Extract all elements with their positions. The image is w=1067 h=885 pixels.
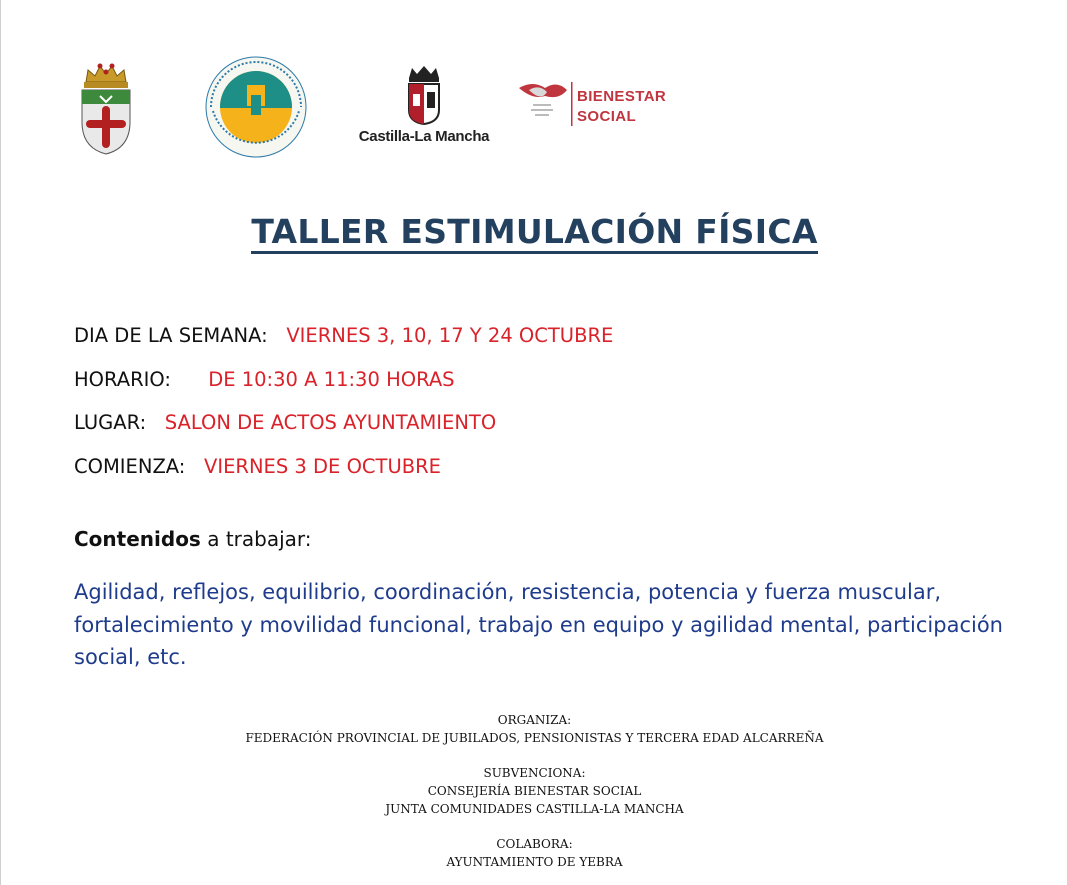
dia-value: VIERNES 3, 10, 17 Y 24 OCTUBRE — [286, 324, 614, 347]
subvenciona-text-1: CONSEJERÍA BIENESTAR SOCIAL — [427, 784, 642, 798]
contenidos-heading — [74, 527, 312, 551]
info-row-horario — [74, 368, 455, 391]
lugar-label: LUGAR: — [74, 411, 147, 434]
comienza-value: VIERNES 3 DE OCTUBRE — [203, 455, 441, 478]
contenidos-body: Agilidad, reflejos, equilibrio, coordinación, resistencia, potencia y fuerza muscular, fortalecimiento y movilidad funcional, trabajo en equipo y agilidad mental, participación social, etc. — [74, 580, 1003, 669]
dia-label: DIA DE LA SEMANA: — [74, 324, 268, 347]
federation-logo — [201, 55, 311, 160]
contenidos-bold: Contenidos — [74, 527, 201, 551]
social-text: SOCIAL — [577, 108, 637, 125]
horario-value: DE 10:30 A 11:30 HORAS — [208, 368, 455, 391]
info-row-comienza — [74, 455, 441, 478]
logo-strip — [1, 0, 1067, 170]
coat-of-arms-logo — [78, 60, 134, 156]
horario-label: HORARIO: — [74, 368, 171, 391]
colabora-heading: COLABORA: — [496, 837, 573, 851]
organiza-heading: ORGANIZA: — [497, 713, 572, 727]
lugar-value: SALON DE ACTOS AYUNTAMIENTO — [164, 411, 497, 434]
bienestar-social-logo — [515, 78, 675, 130]
page-title — [1, 212, 1067, 251]
colabora-text: AYUNTAMIENTO DE YEBRA — [446, 855, 623, 869]
contenidos-rest: a trabajar: — [200, 527, 312, 551]
subvenciona-text-2: JUNTA COMUNIDADES CASTILLA-LA MANCHA — [385, 802, 684, 816]
info-row-lugar — [74, 411, 496, 434]
castilla-la-mancha-logo — [357, 66, 491, 150]
info-row-dia — [74, 324, 613, 347]
comienza-label: COMIENZA: — [74, 455, 186, 478]
bienestar-social-text — [577, 87, 666, 127]
castilla-la-mancha-text: Castilla-La Mancha — [358, 128, 490, 145]
bienestar-text: BIENESTAR — [577, 88, 667, 105]
organiza-text: FEDERACIÓN PROVINCIAL DE JUBILADOS, PENSIONISTAS Y TERCERA EDAD ALCARREÑA — [245, 731, 824, 745]
subvenciona-heading: SUBVENCIONA: — [483, 766, 586, 780]
title-text: TALLER ESTIMULACIÓN FÍSICA — [251, 212, 817, 254]
